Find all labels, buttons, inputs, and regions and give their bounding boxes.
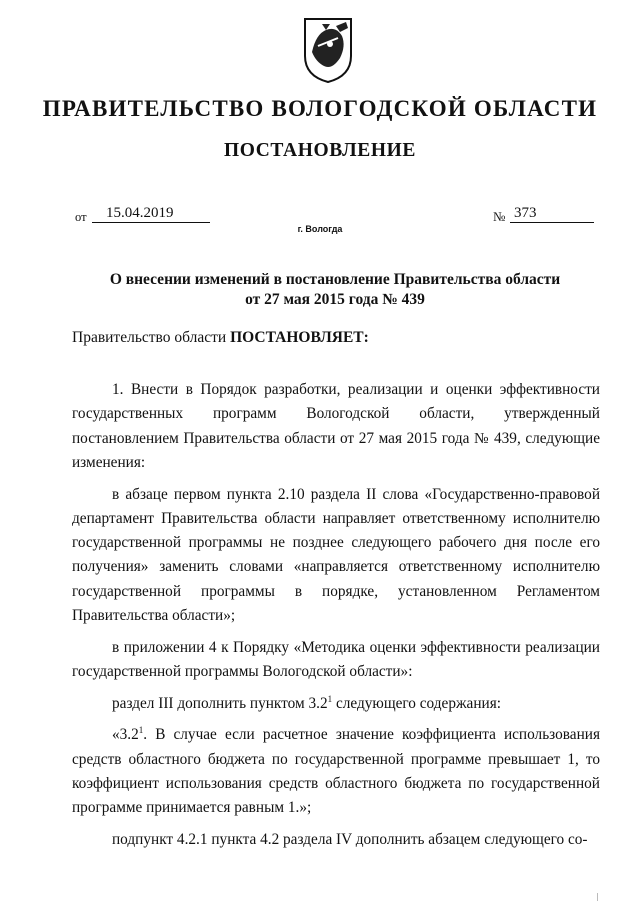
paragraph: подпункт 4.2.1 пункта 4.2 раздела IV дополнить абзацем следующего со- <box>112 831 588 848</box>
coat-of-arms-icon <box>302 16 354 84</box>
paragraph: в приложении 4 к Порядку «Методика оценки эффективности реализации государственной программы Вологодской области»: <box>72 638 600 681</box>
city: г. Вологда <box>297 224 343 234</box>
paragraph <box>72 723 600 820</box>
paragraph-text: . В случае если расчетное значение коэффициента использования средств областного бюджета по государственной программе превышает 1, то коэффициент использования средств областного бюджета по государственной программе принимается равным 1.»; <box>72 726 600 817</box>
paragraph-text: следующего содержания: <box>332 694 501 712</box>
scan-mark <box>597 893 598 901</box>
paragraph: 1. Внести в Порядок разработки, реализации и оценки эффективности государственных программ Вологодской области, утвержденный постановлением Правительства области от 27 мая 2015 года № 439, следующие изменения: <box>72 381 600 471</box>
number-label: № <box>493 209 506 224</box>
document-number: 373 <box>510 205 594 223</box>
paragraph: в абзаце первом пункта 2.10 раздела II слова «Государственно-правовой департамент Правительства области направляет ответственному исполнителю государственной программы не позднее следующего рабочего дня после его получения» заменить словами «направляется ответственному исполнителю государственной программы в порядке, установленном Регламентом Правительства области»; <box>72 485 600 625</box>
paragraph-text: «3.2 <box>112 726 139 744</box>
preamble-text: Правительство области <box>72 329 231 346</box>
document-type: ПОСТАНОВЛЕНИЕ <box>223 140 417 161</box>
document-subject <box>90 270 580 310</box>
date-label: от <box>75 210 87 224</box>
superscript: 1 <box>138 725 144 736</box>
document-body <box>72 378 600 860</box>
paragraph <box>72 692 600 716</box>
preamble-emphasis: ПОСТАНОВЛЯЕТ: <box>230 329 369 346</box>
superscript: 1 <box>327 693 333 704</box>
paragraph-text: раздел III дополнить пунктом 3.2 <box>112 694 328 712</box>
subject-line-2: от 27 мая 2015 года № 439 <box>245 291 425 308</box>
preamble <box>72 329 369 347</box>
organization-title: ПРАВИТЕЛЬСТВО ВОЛОГОДСКОЙ ОБЛАСТИ <box>42 96 598 121</box>
document-date: 15.04.2019 <box>92 205 210 223</box>
subject-line-1: О внесении изменений в постановление Правительства области <box>109 271 561 288</box>
